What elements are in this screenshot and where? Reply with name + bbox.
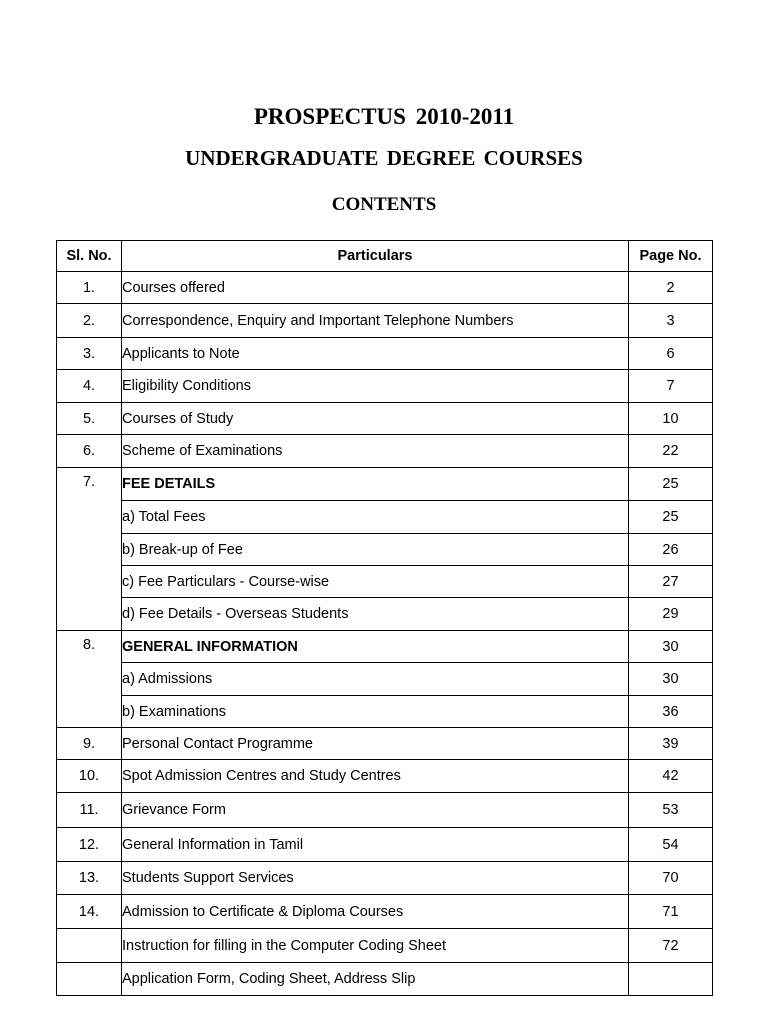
cell-particulars: Applicants to Note — [122, 338, 629, 370]
cell-sl-no: 13. — [57, 862, 122, 895]
table-row — [57, 862, 713, 895]
contents-heading: CONTENTS — [331, 194, 437, 215]
cell-page-no: 29 — [629, 598, 713, 631]
cell-page-no: 27 — [629, 566, 713, 598]
cell-page-no: 10 — [629, 403, 713, 435]
table-row — [57, 370, 713, 403]
cell-page-no: 72 — [629, 929, 713, 963]
table-row — [57, 338, 713, 370]
cell-particulars: d) Fee Details - Overseas Students — [122, 598, 629, 631]
cell-particulars: a) Admissions — [122, 663, 629, 696]
cell-particulars: Students Support Services — [122, 862, 629, 895]
cell-particulars: Scheme of Examinations — [122, 435, 629, 468]
table-row — [57, 793, 713, 828]
cell-page-no: 30 — [629, 663, 713, 696]
header-page-no: Page No. — [629, 241, 713, 272]
cell-particulars: Spot Admission Centres and Study Centres — [122, 760, 629, 793]
table-row — [57, 272, 713, 304]
cell-page-no: 25 — [629, 468, 713, 501]
table-row — [57, 895, 713, 929]
cell-particulars: Eligibility Conditions — [122, 370, 629, 403]
cell-sl-no: 9. — [57, 728, 122, 760]
cell-sl-no: 8. — [57, 631, 122, 728]
cell-sl-no — [57, 963, 122, 996]
cell-page-no: 6 — [629, 338, 713, 370]
cell-page-no: 42 — [629, 760, 713, 793]
cell-sl-no: 14. — [57, 895, 122, 929]
cell-particulars: b) Break-up of Fee — [122, 534, 629, 566]
table-row — [57, 631, 713, 663]
table-row — [57, 663, 713, 696]
document-title: PROSPECTUS 2010-2011 — [253, 104, 515, 129]
cell-page-no: 26 — [629, 534, 713, 566]
cell-sl-no: 2. — [57, 304, 122, 338]
table-row — [57, 828, 713, 862]
table-body — [57, 272, 713, 996]
table-row — [57, 760, 713, 793]
cell-page-no: 54 — [629, 828, 713, 862]
cell-particulars: Courses offered — [122, 272, 629, 304]
cell-sl-no: 7. — [57, 468, 122, 631]
contents-table — [56, 240, 713, 996]
cell-particulars: Application Form, Coding Sheet, Address Slip — [122, 963, 629, 996]
table-row — [57, 566, 713, 598]
table-row — [57, 696, 713, 728]
cell-particulars: b) Examinations — [122, 696, 629, 728]
cell-sl-no — [57, 929, 122, 963]
table-row — [57, 435, 713, 468]
cell-page-no: 36 — [629, 696, 713, 728]
cell-page-no: 7 — [629, 370, 713, 403]
cell-particulars: Admission to Certificate & Diploma Courses — [122, 895, 629, 929]
cell-particulars: GENERAL INFORMATION — [122, 631, 629, 663]
cell-particulars: Courses of Study — [122, 403, 629, 435]
cell-page-no: 25 — [629, 501, 713, 534]
cell-page-no: 53 — [629, 793, 713, 828]
table-header-row — [57, 241, 713, 272]
table-row — [57, 304, 713, 338]
cell-particulars: Correspondence, Enquiry and Important Telephone Numbers — [122, 304, 629, 338]
cell-page-no: 2 — [629, 272, 713, 304]
cell-particulars: Personal Contact Programme — [122, 728, 629, 760]
cell-page-no: 39 — [629, 728, 713, 760]
table-row — [57, 728, 713, 760]
cell-particulars: a) Total Fees — [122, 501, 629, 534]
table-row — [57, 468, 713, 501]
cell-particulars: c) Fee Particulars - Course-wise — [122, 566, 629, 598]
cell-particulars: Instruction for filling in the Computer Coding Sheet — [122, 929, 629, 963]
header-particulars: Particulars — [122, 241, 629, 272]
cell-sl-no: 12. — [57, 828, 122, 862]
cell-page-no: 3 — [629, 304, 713, 338]
cell-sl-no: 1. — [57, 272, 122, 304]
cell-page-no: 30 — [629, 631, 713, 663]
table-row — [57, 501, 713, 534]
cell-sl-no: 6. — [57, 435, 122, 468]
cell-particulars: Grievance Form — [122, 793, 629, 828]
cell-sl-no: 3. — [57, 338, 122, 370]
cell-page-no: 22 — [629, 435, 713, 468]
table-row — [57, 534, 713, 566]
header-sl-no: Sl. No. — [57, 241, 122, 272]
table-row — [57, 929, 713, 963]
cell-sl-no: 11. — [57, 793, 122, 828]
cell-particulars: General Information in Tamil — [122, 828, 629, 862]
cell-page-no: 71 — [629, 895, 713, 929]
table-row — [57, 963, 713, 996]
cell-sl-no: 10. — [57, 760, 122, 793]
cell-particulars: FEE DETAILS — [122, 468, 629, 501]
document-subtitle: UNDERGRADUATE DEGREE COURSES — [185, 146, 583, 170]
table-row — [57, 403, 713, 435]
cell-sl-no: 4. — [57, 370, 122, 403]
cell-sl-no: 5. — [57, 403, 122, 435]
cell-page-no — [629, 963, 713, 996]
table-row — [57, 598, 713, 631]
cell-page-no: 70 — [629, 862, 713, 895]
